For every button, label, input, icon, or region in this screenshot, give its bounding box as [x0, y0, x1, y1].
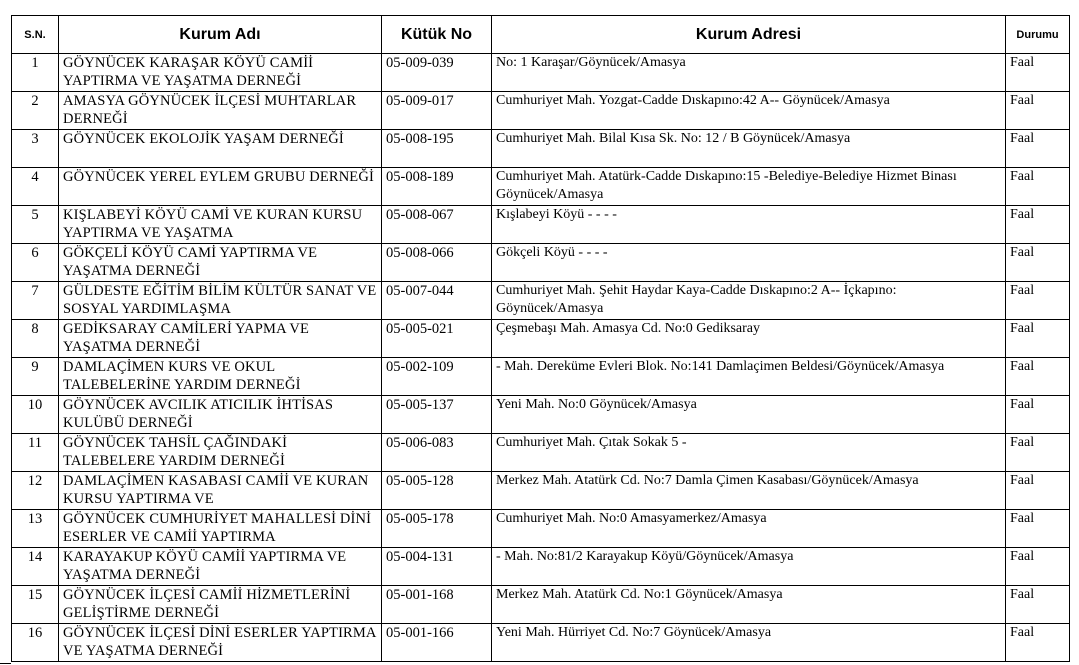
table-row [12, 472, 1070, 510]
row-registry-no-text: 05-005-178 [386, 511, 454, 527]
row-name-text: DAMLAÇİMEN KURS VE OKUL TALEBELERİNE YARDIM DERNEĞİ [63, 359, 301, 393]
row-sn-text: 9 [31, 359, 39, 375]
row-name [59, 206, 382, 244]
row-name [59, 434, 382, 472]
row-address-text: Yeni Mah. Hürriyet Cd. No:7 Göynücek/Amasya [496, 625, 772, 640]
row-registry-no-text: 05-008-066 [386, 245, 454, 261]
row-registry-no [382, 244, 492, 282]
row-status [1006, 282, 1070, 320]
row-name [59, 54, 382, 92]
row-registry-no-text: 05-001-166 [386, 625, 454, 641]
row-name [59, 358, 382, 396]
row-status [1006, 54, 1070, 92]
row-registry-no [382, 168, 492, 206]
row-address [492, 244, 1006, 282]
row-sn [12, 434, 59, 472]
table-header-row [12, 16, 1070, 54]
row-address-text: Cumhuriyet Mah. Bilal Kısa Sk. No: 12 / B Göynücek/Amasya [496, 131, 851, 146]
row-registry-no-text: 05-009-039 [386, 55, 454, 71]
row-sn-text: 15 [27, 587, 43, 603]
row-name [59, 130, 382, 168]
row-registry-no [382, 282, 492, 320]
row-status-text: Faal [1010, 55, 1035, 70]
row-sn-text: 4 [31, 169, 39, 185]
row-status-text: Faal [1010, 359, 1035, 374]
row-sn-text: 2 [31, 93, 39, 109]
row-address [492, 130, 1006, 168]
row-name-text: KARAYAKUP KÖYÜ CAMİİ YAPTIRMA VE YAŞATMA DERNEĞİ [63, 549, 347, 583]
row-sn [12, 396, 59, 434]
row-address [492, 320, 1006, 358]
row-sn [12, 244, 59, 282]
row-status-text: Faal [1010, 625, 1035, 640]
row-registry-no [382, 130, 492, 168]
header-address: Kurum Adresi [492, 16, 1006, 54]
row-address-text: Cumhuriyet Mah. Atatürk-Cadde Dıskapıno:15 -Belediye-Belediye Hizmet Binası Göynücek/Amasya [496, 169, 957, 202]
row-address [492, 358, 1006, 396]
row-sn-text: 16 [27, 625, 43, 641]
header-status: Durumu [1006, 16, 1070, 54]
row-address [492, 472, 1006, 510]
table-row [12, 244, 1070, 282]
row-status [1006, 168, 1070, 206]
row-status-text: Faal [1010, 587, 1035, 602]
page-edge-line [0, 663, 11, 664]
row-name [59, 472, 382, 510]
row-registry-no [382, 396, 492, 434]
row-name [59, 548, 382, 586]
row-address [492, 282, 1006, 320]
table-row [12, 586, 1070, 624]
row-address-text: Cumhuriyet Mah. Şehit Haydar Kaya-Cadde Dıskapıno:2 A-- İçkapıno: Göynücek/Amasya [496, 283, 897, 316]
row-address [492, 54, 1006, 92]
row-name-text: GÖYNÜCEK YEREL EYLEM GRUBU DERNEĞİ [63, 169, 374, 185]
row-status [1006, 624, 1070, 662]
table-row [12, 510, 1070, 548]
row-registry-no [382, 510, 492, 548]
row-status-text: Faal [1010, 131, 1035, 146]
row-sn-text: 13 [27, 511, 43, 527]
row-sn [12, 320, 59, 358]
row-address [492, 548, 1006, 586]
row-registry-no [382, 54, 492, 92]
row-sn-text: 1 [31, 55, 39, 71]
row-sn [12, 472, 59, 510]
row-sn-text: 14 [27, 549, 43, 565]
row-registry-no [382, 92, 492, 130]
row-registry-no-text: 05-005-021 [386, 321, 454, 337]
table-row [12, 54, 1070, 92]
row-name-text: KIŞLABEYİ KÖYÜ CAMİ VE KURAN KURSU YAPTIRMA VE YAŞATMA [63, 207, 363, 241]
row-sn [12, 168, 59, 206]
table-row [12, 282, 1070, 320]
row-name [59, 92, 382, 130]
table-row [12, 396, 1070, 434]
row-status-text: Faal [1010, 283, 1035, 298]
row-name-text: GÖYNÜCEK AVCILIK ATICILIK İHTİSAS KULÜBÜ DERNEĞİ [63, 397, 334, 431]
row-status [1006, 244, 1070, 282]
row-sn [12, 54, 59, 92]
row-registry-no-text: 05-007-044 [386, 283, 454, 299]
row-registry-no [382, 320, 492, 358]
row-address-text: - Mah. No:81/2 Karayakup Köyü/Göynücek/Amasya [496, 549, 794, 564]
row-address [492, 624, 1006, 662]
row-sn [12, 548, 59, 586]
row-registry-no-text: 05-008-189 [386, 169, 454, 185]
row-status [1006, 130, 1070, 168]
row-address [492, 434, 1006, 472]
row-name-text: DAMLAÇİMEN KASABASI CAMİİ VE KURAN KURSU YAPTIRMA VE [63, 473, 369, 507]
row-registry-no-text: 05-009-017 [386, 93, 454, 109]
row-name [59, 320, 382, 358]
row-registry-no-text: 05-004-131 [386, 549, 454, 565]
row-registry-no-text: 05-001-168 [386, 587, 454, 603]
row-status [1006, 92, 1070, 130]
row-address-text: Merkez Mah. Atatürk Cd. No:7 Damla Çimen Kasabası/Göynücek/Amasya [496, 473, 919, 488]
row-registry-no [382, 358, 492, 396]
row-address-text: Yeni Mah. No:0 Göynücek/Amasya [496, 397, 697, 412]
row-address-text: Çeşmebaşı Mah. Amasya Cd. No:0 Gediksaray [496, 321, 761, 336]
row-sn-text: 3 [31, 131, 39, 147]
table-row [12, 358, 1070, 396]
header-registry-no: Kütük No [382, 16, 492, 54]
row-status-text: Faal [1010, 549, 1035, 564]
row-status [1006, 358, 1070, 396]
row-name-text: GÖYNÜCEK İLÇESİ CAMİİ HİZMETLERİNİ GELİŞTİRME DERNEĞİ [63, 587, 351, 621]
row-status [1006, 320, 1070, 358]
row-sn [12, 130, 59, 168]
row-address-text: Cumhuriyet Mah. Çıtak Sokak 5 - [496, 435, 687, 450]
associations-table [11, 15, 1070, 662]
row-name-text: GÖYNÜCEK EKOLOJİK YAŞAM DERNEĞİ [63, 131, 344, 147]
table-row [12, 130, 1070, 168]
row-status [1006, 510, 1070, 548]
table-row [12, 624, 1070, 662]
row-status-text: Faal [1010, 169, 1035, 184]
row-sn-text: 8 [31, 321, 39, 337]
row-sn [12, 92, 59, 130]
row-status-text: Faal [1010, 321, 1035, 336]
row-registry-no-text: 05-005-137 [386, 397, 454, 413]
row-name-text: GÖYNÜCEK İLÇESİ DİNİ ESERLER YAPTIRMA VE YAŞATMA DERNEĞİ [63, 625, 376, 659]
row-status [1006, 206, 1070, 244]
row-status [1006, 396, 1070, 434]
row-address [492, 168, 1006, 206]
row-registry-no [382, 472, 492, 510]
row-sn [12, 282, 59, 320]
row-sn [12, 358, 59, 396]
table-row [12, 320, 1070, 358]
row-status-text: Faal [1010, 473, 1035, 488]
row-address-text: Cumhuriyet Mah. Yozgat-Cadde Dıskapıno:42 A-- Göynücek/Amasya [496, 93, 890, 108]
row-name-text: GÖYNÜCEK TAHSİL ÇAĞINDAKİ TALEBELERE YARDIM DERNEĞİ [63, 435, 288, 469]
row-name [59, 244, 382, 282]
row-status-text: Faal [1010, 397, 1035, 412]
row-name-text: GÖYNÜCEK KARAŞAR KÖYÜ CAMİİ YAPTIRMA VE YAŞATMA DERNEĞİ [63, 55, 314, 89]
row-sn-text: 12 [27, 473, 43, 489]
row-registry-no-text: 05-008-195 [386, 131, 454, 147]
row-sn [12, 206, 59, 244]
row-sn [12, 624, 59, 662]
row-status [1006, 548, 1070, 586]
row-sn-text: 5 [31, 207, 39, 223]
table-row [12, 548, 1070, 586]
row-status [1006, 586, 1070, 624]
table-row [12, 206, 1070, 244]
row-address-text: No: 1 Karaşar/Göynücek/Amasya [496, 55, 686, 70]
row-sn-text: 7 [31, 283, 39, 299]
row-status [1006, 472, 1070, 510]
row-name [59, 624, 382, 662]
row-sn-text: 10 [27, 397, 43, 413]
row-sn-text: 11 [28, 435, 42, 451]
row-status-text: Faal [1010, 207, 1035, 222]
table-body [12, 54, 1070, 662]
table-row [12, 168, 1070, 206]
row-sn-text: 6 [31, 245, 39, 261]
row-registry-no [382, 624, 492, 662]
row-name-text: GÖKÇELİ KÖYÜ CAMİ YAPTIRMA VE YAŞATMA DERNEĞİ [63, 245, 318, 279]
row-status-text: Faal [1010, 93, 1035, 108]
row-name [59, 168, 382, 206]
row-registry-no-text: 05-006-083 [386, 435, 454, 451]
row-sn [12, 510, 59, 548]
row-address-text: Cumhuriyet Mah. No:0 Amasyamerkez/Amasya [496, 511, 767, 526]
header-name: Kurum Adı [59, 16, 382, 54]
row-status-text: Faal [1010, 245, 1035, 260]
row-address [492, 92, 1006, 130]
row-name [59, 586, 382, 624]
row-address-text: Merkez Mah. Atatürk Cd. No:1 Göynücek/Amasya [496, 587, 783, 602]
row-name-text: GEDİKSARAY CAMİLERİ YAPMA VE YAŞATMA DERNEĞİ [63, 321, 310, 355]
row-name-text: GÖYNÜCEK CUMHURİYET MAHALLESİ DİNİ ESERLER VE CAMİİ YAPTIRMA [63, 511, 372, 545]
row-address [492, 586, 1006, 624]
row-address-text: - Mah. Dereküme Evleri Blok. No:141 Damlaçimen Beldesi/Göynücek/Amasya [496, 359, 945, 374]
row-address [492, 206, 1006, 244]
row-status-text: Faal [1010, 435, 1035, 450]
row-name-text: GÜLDESTE EĞİTİM BİLİM KÜLTÜR SANAT VE SOSYAL YARDIMLAŞMA [63, 283, 377, 317]
row-registry-no-text: 05-005-128 [386, 473, 454, 489]
row-status [1006, 434, 1070, 472]
row-registry-no-text: 05-002-109 [386, 359, 454, 375]
row-name-text: AMASYA GÖYNÜCEK İLÇESİ MUHTARLAR DERNEĞİ [63, 93, 357, 127]
row-address-text: Gökçeli Köyü - - - - [496, 245, 608, 260]
row-registry-no-text: 05-008-067 [386, 207, 454, 223]
row-registry-no [382, 434, 492, 472]
row-address [492, 396, 1006, 434]
table-row [12, 434, 1070, 472]
table-row [12, 92, 1070, 130]
row-name [59, 282, 382, 320]
row-name [59, 396, 382, 434]
row-registry-no [382, 548, 492, 586]
row-status-text: Faal [1010, 511, 1035, 526]
row-sn [12, 586, 59, 624]
row-registry-no [382, 206, 492, 244]
header-sn: S.N. [12, 16, 59, 54]
row-address-text: Kışlabeyi Köyü - - - - [496, 207, 617, 222]
row-address [492, 510, 1006, 548]
row-name [59, 510, 382, 548]
row-registry-no [382, 586, 492, 624]
